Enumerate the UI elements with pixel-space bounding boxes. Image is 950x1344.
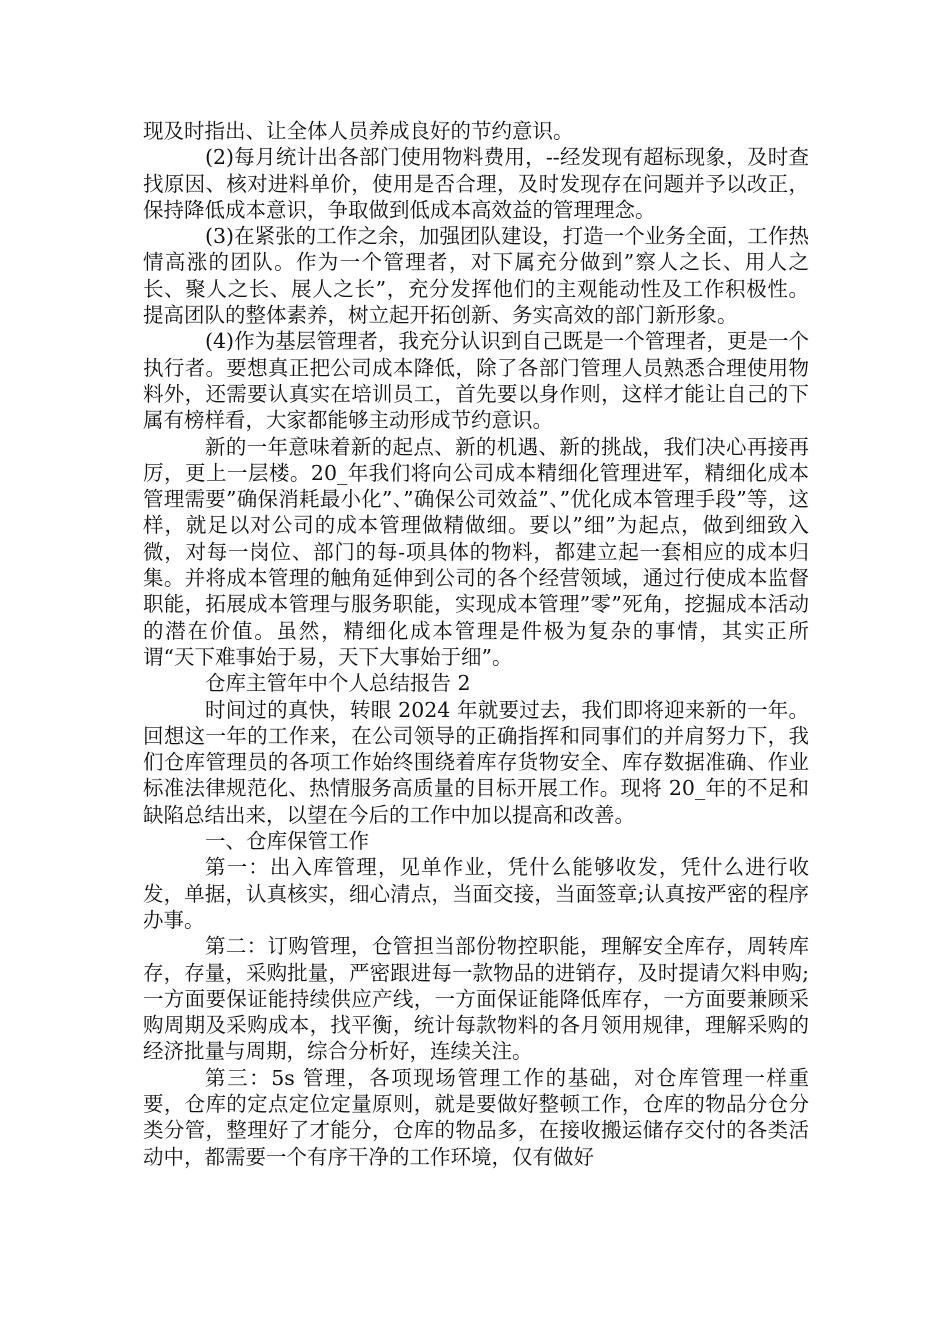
paragraph-new-year: 新的一年意味着新的起点、新的机遇、新的挑战，我们决心再接再厉，更上一层楼。20_年我们将向公司成本精细化管理进军，精细化成本管理需要”确保消耗最小化”、”确保公司效益”、”优化成本管理手段”等，这样，就足以对公司的成本管理做精做细。要以”细”为起点，做到细致入微，对每一岗位、部门的每-项具体的物料，都建立起一套相应的成本归集。并将成本管理的触角延伸到公司的各个经营领域，通过行使成本监督职能，拓展成本管理与服务职能，实现成本管理”零”死角，挖掘成本活动的潜在价值。虽然，精细化成本管理是件极为复杂的事情，其实正所谓“天下难事始于易，天下大事始于细”。 [143,434,809,669]
report-title-2: 仓库主管年中个人总结报告 2 [205,671,471,696]
paragraph-item-3: (3)在紧张的工作之余，加强团队建设，打造一个业务全面，工作热情高涨的团队。作为一个管理者，对下属充分做到”察人之长、用人之长、聚人之长、展人之长”，充分发挥他们的主观能动性及工作积极性。提高团队的整体素养，树立起开拓创新、务实高效的部门新形象。 [143,224,809,328]
paragraph-third: 第三：5s 管理，各项现场管理工作的基础，对仓库管理一样重要，仓库的定点定位定量原则，就是要做好整顿工作，仓库的物品分仓分类分管，整理好了才能分，仓库的物品多，在接收搬运储存交付的各类活动中，都需要一个有序干净的工作环境，仅有做好 [143,1065,809,1169]
paragraph-first: 第一：出入库管理，见单作业，凭什么能够收发，凭什么进行收发，单据，认真核实，细心清点，当面交接，当面签章;认真按严密的程序办事。 [143,855,809,932]
paragraph-item-4: (4)作为基层管理者，我充分认识到自己既是一个管理者，更是一个执行者。要想真正把公司成本降低，除了各部门管理人员熟悉合理使用物料外，还需要认真实在培训员工，首先要以身作则，这样才能让自己的下属有榜样看，大家都能够主动形成节约意识。 [143,329,809,433]
section-heading-1: 一、仓库保管工作 [205,829,369,854]
paragraph-continuation: 现及时指出、让全体人员养成良好的节约意识。 [143,119,574,143]
paragraph-intro: 时间过的真快，转眼 2024 年就要过去，我们即将迎来新的一年。回想这一年的工作来，在公司领导的正确指挥和同事们的并肩努力下，我们仓库管理员的各项工作始终围绕着库存货物安全、库存数据准确、作业标准法律规范化、热情服务高质量的目标开展工作。现将 20_年的不足和缺陷总结出来，以望在今后的工作中加以提高和改善。 [143,697,809,827]
paragraph-item-2: (2)每月统计出各部门使用物料费用，--经发现有超标现象，及时查找原因、核对进料单价，使用是否合理，及时发现存在问题并予以改正，保持降低成本意识，争取做到低成本高效益的管理理念。 [143,145,809,222]
paragraph-second: 第二：订购管理，仓管担当部份物控职能，理解安全库存，周转库存，存量，采购批量，严密跟进每一款物品的进销存，及时提请欠料申购;一方面要保证能持续供应产线，一方面保证能降低库存，一方面要兼顾采购周期及采购成本，找平衡，统计每款物料的各月领用规律，理解采购的经济批量与周期，综合分析好，连续关注。 [143,934,809,1064]
document-body [143,118,809,1170]
